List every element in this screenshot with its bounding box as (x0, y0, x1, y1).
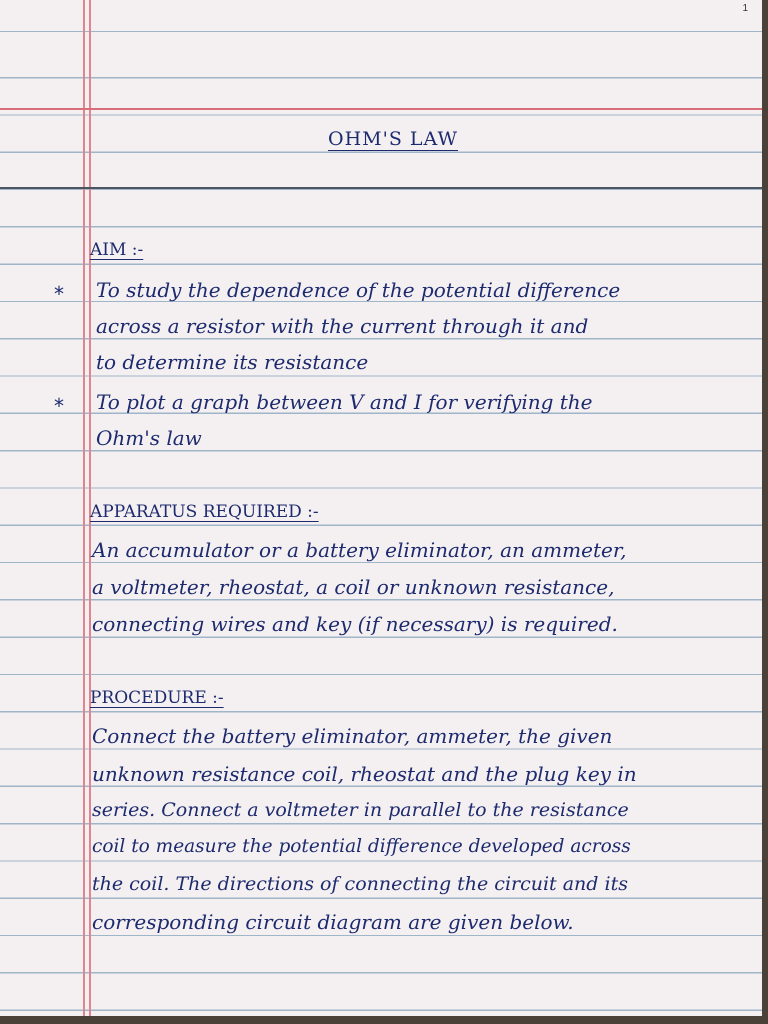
aim-line-2: across a resistor with the current through it and (96, 314, 589, 338)
page-title: OHM'S LAW (328, 128, 458, 150)
procedure-heading: PROCEDURE :- (90, 688, 224, 708)
apparatus-line-2: a voltmeter, rheostat, a coil or unknown resistance, (92, 575, 615, 599)
bullet-1: * (54, 282, 64, 306)
procedure-line-2: unknown resistance coil, rheostat and the plug key in (92, 762, 637, 786)
procedure-line-5: the coil. The directions of connecting the circuit and its (92, 873, 628, 895)
aim-line-4: To plot a graph between V and I for verifying the (96, 390, 593, 414)
bullet-2: * (54, 394, 64, 418)
apparatus-line-1: An accumulator or a battery eliminator, an ammeter, (92, 538, 627, 562)
title-divider (0, 187, 762, 189)
margin-line-left (83, 0, 85, 1016)
apparatus-heading: APPARATUS REQUIRED :- (90, 502, 319, 522)
procedure-line-3: series. Connect a voltmeter in parallel to the resistance (92, 799, 629, 821)
procedure-line-1: Connect the battery eliminator, ammeter, the given (92, 724, 613, 748)
aim-line-3: to determine its resistance (96, 350, 369, 374)
aim-line-1: To study the dependence of the potential difference (96, 278, 621, 302)
procedure-line-6: corresponding circuit diagram are given below. (92, 910, 574, 934)
apparatus-line-3: connecting wires and key (if necessary) is required. (92, 612, 618, 636)
aim-line-5: Ohm's law (96, 426, 202, 450)
page-number: 1 (742, 3, 748, 14)
procedure-line-4: coil to measure the potential difference developed across (92, 836, 631, 857)
aim-heading: AIM :- (90, 240, 144, 260)
header-margin-line (0, 108, 762, 110)
